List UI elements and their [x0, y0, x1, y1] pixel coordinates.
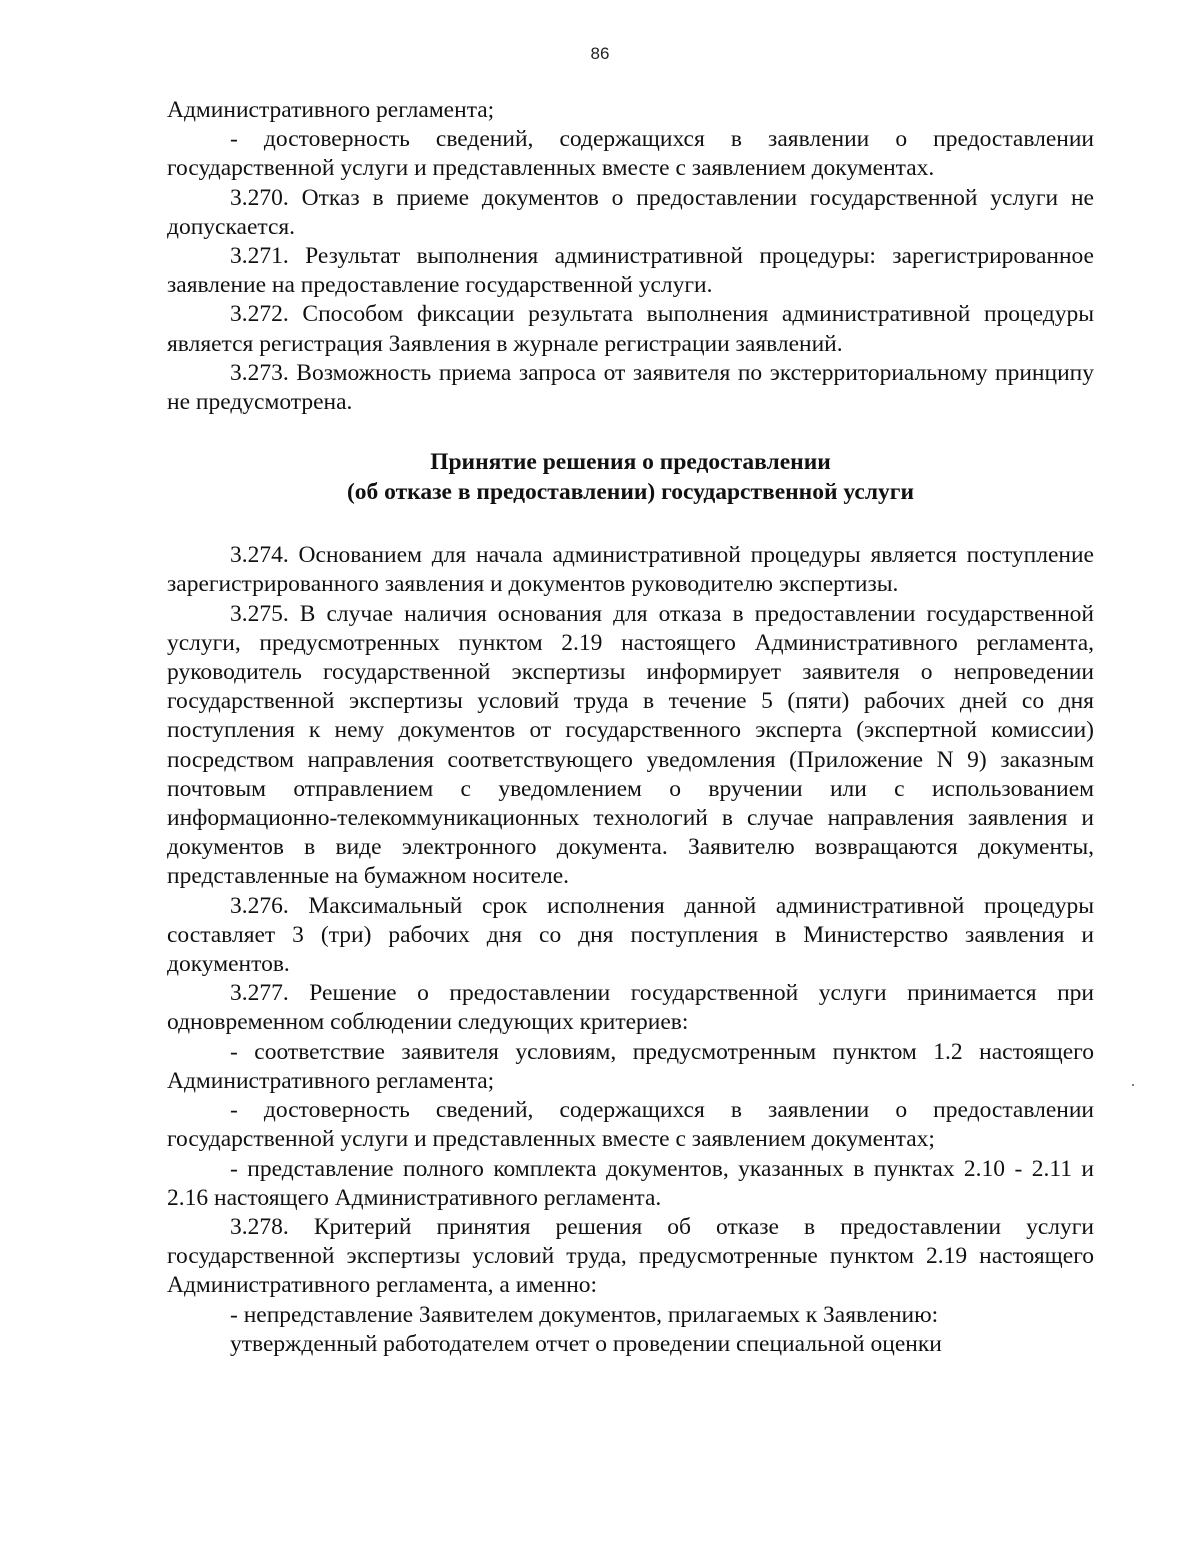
paragraph: 3.274. Основанием для начала административной процедуры является поступление зарегистрированного заявления и документов руководителю экспертизы. [167, 542, 1094, 598]
scan-speck [1132, 1084, 1134, 1086]
paragraph: Административного регламента; [167, 97, 495, 123]
paragraph: 3.277. Решение о предоставлении государственной услуги принимается при одновременном соблюдении следующих критериев: [167, 980, 1094, 1036]
page-number: 86 [590, 44, 610, 63]
paragraph: утвержденный работодателем отчет о проведении специальной оценки [230, 1330, 942, 1357]
section-before-heading [167, 96, 1094, 417]
paragraph: 3.278. Критерий принятия решения об отказе в предоставлении услуги государственной экспертизы условий труда, предусмотренные пунктом 2.19 настоящего Административного регламента, а именно: [167, 1213, 1094, 1299]
section-heading [167, 447, 1094, 507]
section-heading-line: Принятие решения о предоставлении [430, 449, 831, 476]
paragraph: - непредставление Заявителем документов, прилагаемых к Заявлению: [230, 1301, 939, 1328]
paragraph: 3.276. Максимальный срок исполнения данной административной процедуры составляет 3 (три) рабочих дня со дня поступления в Министерство заявления и документов. [167, 892, 1094, 978]
paragraph: 3.270. Отказ в приеме документов о предоставлении государственной услуги не допускается. [167, 184, 1094, 240]
paragraph: - представление полного комплекта документов, указанных в пунктах 2.10 - 2.11 и 2.16 настоящего Административного регламента. [167, 1155, 1094, 1211]
section-after-heading [167, 541, 1094, 1359]
section-heading-line: (об отказе в предоставлении) государственной услуги [346, 479, 914, 506]
document-body [167, 96, 1094, 1359]
paragraph: - достоверность сведений, содержащихся в заявлении о предоставлении государственной услуги и представленных вместе с заявлением документах; [167, 1097, 1094, 1153]
paragraph: 3.273. Возможность приема запроса от заявителя по экстерриториальному принципу не предусмотрена. [167, 359, 1094, 416]
paragraph: 3.275. В случае наличия основания для отказа в предоставлении государственной услуги, предусмотренных пунктом 2.19 настоящего Административного регламента, руководитель государственной экспертизы информирует заявителя о непроведении государственной экспертизы условий труда в течение 5 (пяти) рабочих дней со дня поступления к нему документов от государственного эксперта (экспертной комиссии) посредством направления соответствующего уведомления (Приложение N 9) заказным почтовым отправлением с уведомлением о вручении или с использованием информационно-телекоммуникационных технологий в случае направления заявления и документов в виде электронного документа. Заявителю возвращаются документы, представленные на бумажном носителе. [167, 600, 1094, 890]
paragraph: 3.271. Результат выполнения административной процедуры: зарегистрированное заявление на предоставление государственной услуги. [167, 243, 1094, 299]
paragraph: 3.272. Способом фиксации результата выполнения административной процедуры является регистрация Заявления в журнале регистрации заявлений. [167, 301, 1094, 357]
paragraph: - достоверность сведений, содержащихся в заявлении о предоставлении государственной услуги и представленных вместе с заявлением документах. [167, 126, 1094, 182]
paragraph: - соответствие заявителя условиям, предусмотренным пунктом 1.2 настоящего Административного регламента; [167, 1038, 1094, 1094]
